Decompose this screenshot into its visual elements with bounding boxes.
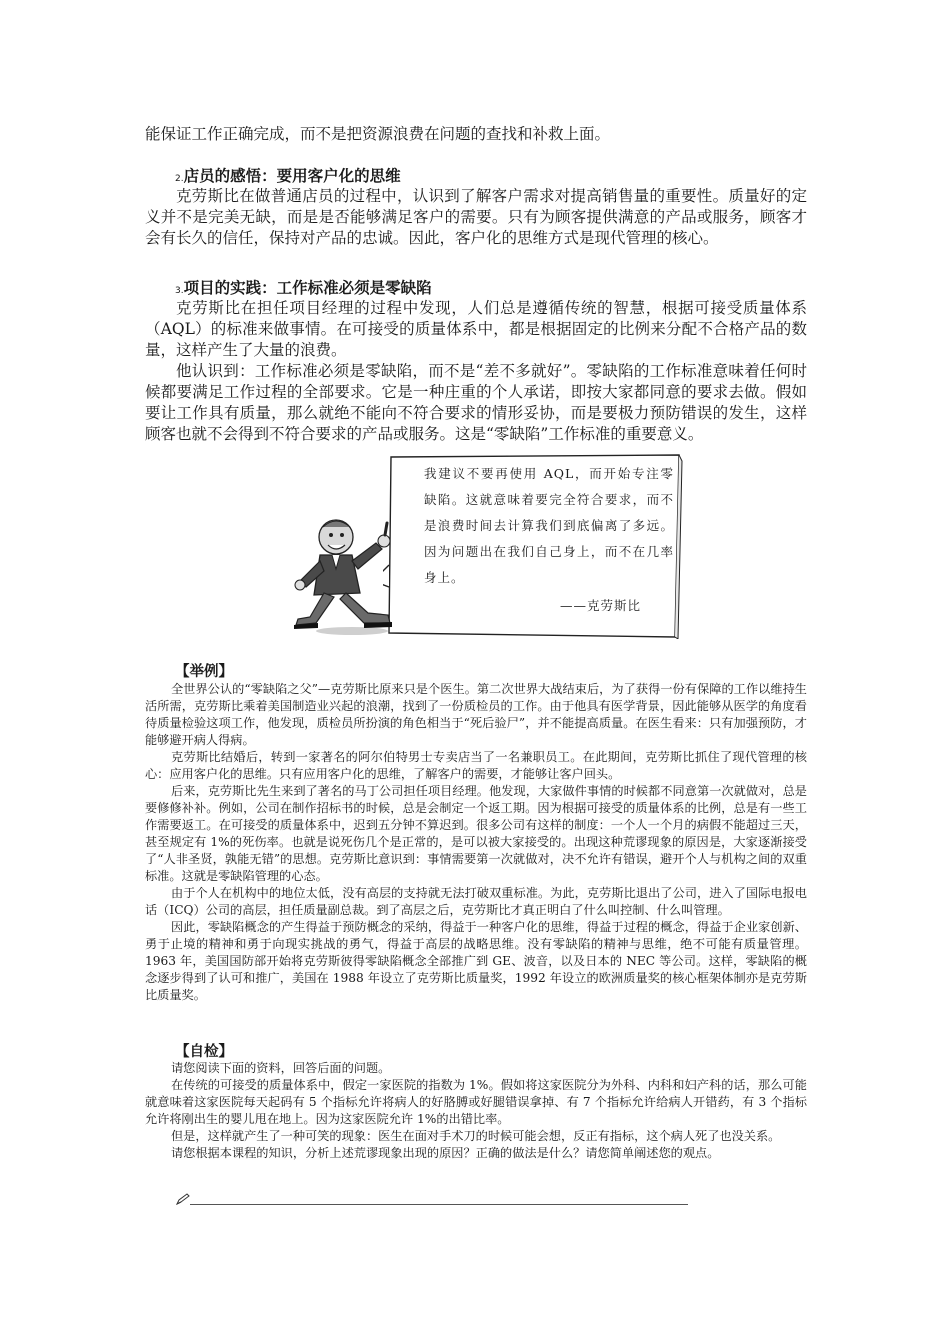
- intro-block: [145, 124, 807, 145]
- intro-carry-line: 能保证工作正确完成，而不是把资源浪费在问题的查找和补救上面。: [145, 125, 611, 143]
- example-paragraph: 克劳斯比结婚后，转到一家著名的阿尔伯特男士专卖店当了一名兼职员工。在此期间，克劳斯比抓住了现代管理的核心：应用客户化的思维。只有应用客户化的思维，了解客户的需要，才能够让客户回头。: [145, 750, 807, 781]
- selfcheck-paragraph: 在传统的可接受的质量体系中，假定一家医院的指数为 1%。假如将这家医院分为外科、内科和妇产科的话，那么可能就意味着这家医院每天起码有 5 个指标允许将病人的好胳膊或好腿错误拿掉、有 7 个指标允许给病人开错药，有 3 个指标允许将刚出生的婴儿甩在地上。因为这家医院允许 1%的出错比率。: [145, 1078, 807, 1126]
- section-3-paragraph: 他认识到：工作标准必须是零缺陷，而不是“差不多就好”。零缺陷的工作标准意味着任何时候都要满足工作过程的全部要求。它是一种庄重的个人承诺，即按大家都同意的要求去做。假如要让工作具有质量，那么就绝不能向不符合要求的情形妥协，而是要极力预防错误的发生，这样顾客也就不会得到不符合要求的产品或服务。这是“零缺陷”工作标准的重要意义。: [145, 362, 807, 443]
- example-paragraph: 全世界公认的“零缺陷之父”—克劳斯比原来只是个医生。第二次世界大战结束后，为了获得一份有保障的工作以维持生活所需，克劳斯比乘着美国制造业兴起的浪潮，找到了一份质检员的工作。由于他具有医学背景，因此能够从医学的角度看待质量检验这项工作，他发现，质检员所扮演的角色相当于“死后验尸”，并不能提高质量。在医生看来：只有加强预防，才能够避开病人得病。: [145, 682, 807, 747]
- selfcheck-paragraph: 请您阅读下面的资料，回答后面的问题。: [171, 1061, 391, 1075]
- example-body: [145, 681, 807, 1004]
- section-3-number: 3.: [175, 286, 184, 296]
- callout-author: ——克劳斯比: [560, 598, 642, 613]
- example-paragraph: 后来，克劳斯比先生来到了著名的马丁公司担任项目经理。他发现，大家做件事情的时候都不同意第一次就做对，总是要修修补补。例如，公司在制作招标书的时候，总是会制定一个返工期。因为根据可接受的质量体系的比例，总是有一些工作需要返工。在可接受的质量体系中，迟到五分钟不算迟到。很多公司有这样的制度：一个人一个月的病假不能超过三天，甚至规定有 1%的死伤率。也就是说死伤几个是正常的，是可以被大家接受的。出现这种荒谬现象的原因是，大家逐渐接受了“人非圣贤，孰能无错”的思想。克劳斯比意识到：事情需要第一次就做对，决不允许有错误，避开个人与机构之间的双重标准。这就是零缺陷管理的心态。: [145, 784, 807, 883]
- section-2-title: 店员的感悟：要用客户化的思维: [183, 167, 401, 185]
- example-heading: 【举例】: [175, 664, 233, 680]
- section-3-paragraph: 克劳斯比在担任项目经理的过程中发现，人们总是遵循传统的智慧，根据可接受质量体系（AQL）的标准来做事情。在可接受的质量体系中，都是根据固定的比例来分配不合格产品的数量，这样产生了大量的浪费。: [145, 299, 807, 359]
- callout-quote-text: 我建议不要再使用 AQL，而开始专注零缺陷。这就意味着要完全符合要求，而不是浪费时间去计算我们到底偏离了多远。因为问题出在我们自己身上，而不在几率身上。: [424, 466, 674, 585]
- section-3-title: 项目的实践：工作标准必须是零缺陷: [183, 279, 432, 297]
- example-paragraph: 由于个人在机构中的地位太低，没有高层的支持就无法打破双重标准。为此，克劳斯比退出了公司，进入了国际电报电话（ICQ）公司的高层，担任质量副总裁。到了高层之后，克劳斯比才真正明白了什么叫控制、什么叫管理。: [145, 886, 807, 917]
- section-2-paragraph: 克劳斯比在做普通店员的过程中，认识到了解客户需求对提高销售量的重要性。质量好的定义并不是完美无缺，而是是否能够满足客户的需要。只有为顾客提供满意的产品或服务，顾客才会有长久的信任，保持对产品的忠诚。因此，客户化的思维方式是现代管理的核心。: [145, 187, 807, 247]
- selfcheck-paragraph: 请您根据本课程的知识，分析上述荒谬现象出现的原因？正确的做法是什么？请您简单阐述您的观点。: [171, 1146, 720, 1160]
- selfcheck-paragraph: 但是，这样就产生了一种可笑的现象：医生在面对手术刀的时候可能会想，反正有指标，这个病人死了也没关系。: [171, 1129, 781, 1143]
- example-paragraph: 因此，零缺陷概念的产生得益于预防概念的采纳，得益于一种客户化的思维，得益于过程的概念，得益于企业家创新、勇于止境的精神和勇于向现实挑战的勇气，得益于高层的战略思维。没有零缺陷的精神与思维，绝不可能有质量管理。1963 年，美国国防部开始将克劳斯彼得零缺陷概念全部推广到 GE、波音，以及日本的 NEC 等公司。这样，零缺陷的概念逐步得到了认可和推广，美国在 1988 年设立了克劳斯比质量奖，1992 年设立的欧洲质量奖的核心框架体制亦是克劳斯比质量奖。: [145, 920, 807, 1002]
- callout-quote: [424, 461, 674, 591]
- section-2-body: [145, 186, 807, 249]
- pencil-icon: [176, 1193, 190, 1205]
- cartoon-man-illustration: [290, 505, 410, 635]
- section-3-body: [145, 298, 807, 445]
- answer-line[interactable]: [190, 1204, 688, 1205]
- selfcheck-heading: 【自检】: [175, 1044, 233, 1060]
- section-2-number: 2.: [175, 174, 184, 184]
- selfcheck-body: [145, 1060, 807, 1162]
